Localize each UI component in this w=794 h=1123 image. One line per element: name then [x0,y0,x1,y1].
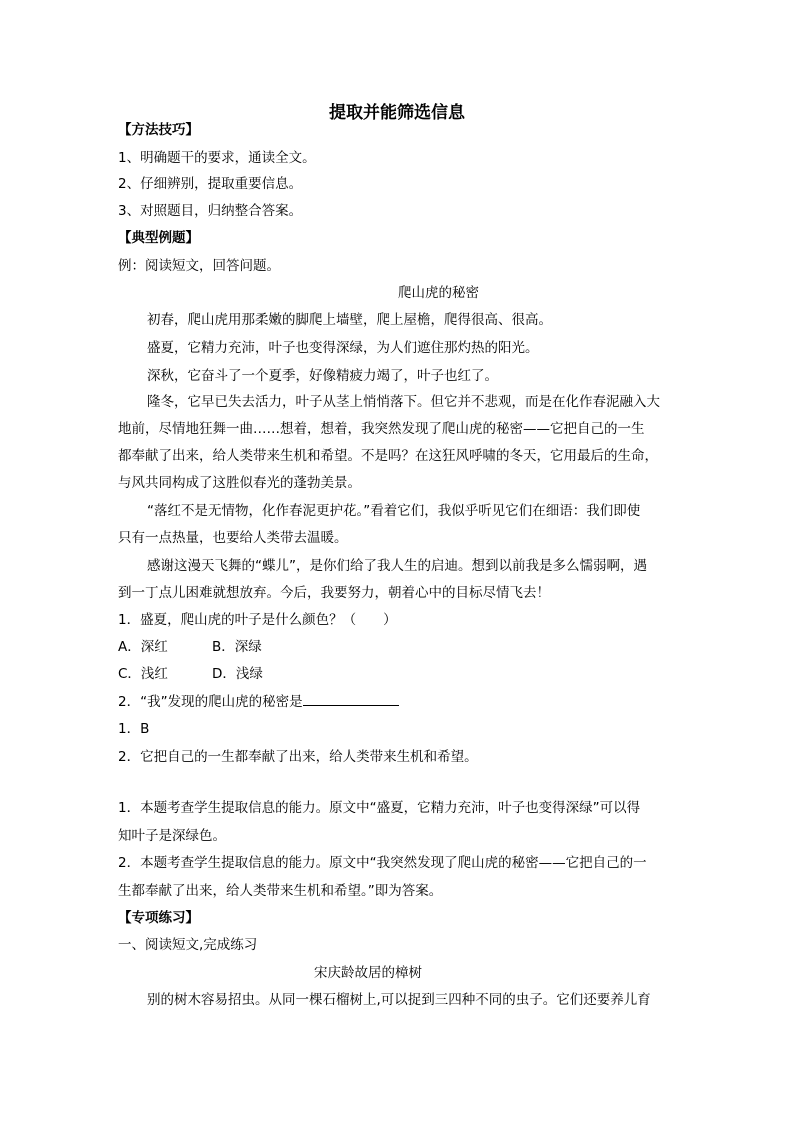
practice-paragraph: 别的树木容易招虫。从同一棵石榴树上,可以捉到三四种不同的虫子。它们还要养儿育 [147,992,651,1008]
article-paragraph: 感谢这漫天飞舞的“蝶儿”，是你们给了我人生的启迪。想到以前我是多么懦弱啊，遇 [147,558,647,574]
answer-1: 1．B [118,721,150,737]
article-paragraph: 地前，尽情地狂舞一曲……想着，想着，我突然发现了爬山虎的秘密——它把自己的一生 [118,421,645,437]
explanation-line: 生都奉献了出来，给人类带来生机和希望。”即为答案。 [118,883,443,899]
practice-section-header: 【专项练习】 [118,910,199,926]
article-paragraph: 都奉献了出来，给人类带来生机和希望。不是吗？在这狂风呼啸的冬天，它用最后的生命， [118,448,658,464]
method-item: 1、明确题干的要求，通读全文。 [118,150,316,166]
article-title: 爬山虎的秘密 [398,285,479,301]
document-title: 提取并能筛选信息 [329,103,465,123]
method-item: 3、对照题目，归纳整合答案。 [118,203,303,219]
article-paragraph: 与风共同构成了这胜似春光的蓬勃美景。 [118,475,361,491]
article-paragraph: 深秋，它奋斗了一个夏季，好像精疲力竭了，叶子也红了。 [147,368,498,384]
article-paragraph: 只有一点热量，也要给人类带去温暖。 [118,530,348,546]
article-paragraph: “落红不是无情物，化作春泥更护花。”看着它们，我似乎听见它们在细语：我们即使 [147,503,641,519]
answer-blank [303,692,399,706]
explanation-line: 2．本题考查学生提取信息的能力。原文中“我突然发现了爬山虎的秘密——它把自己的一 [118,855,647,871]
practice-article-title: 宋庆龄故居的樟树 [314,965,422,981]
explanation-line: 知叶子是深绿色。 [118,828,226,844]
article-paragraph: 隆冬，它早已失去活力，叶子从茎上悄悄落下。但它并不悲观，而是在化作春泥融入大 [147,394,660,410]
option-c: C．浅红 [118,666,168,682]
article-paragraph: 到一丁点儿困难就想放弃。今后，我要努力，朝着心中的目标尽情飞去！ [118,585,550,601]
option-d: D．浅绿 [212,666,263,682]
example-prompt: 例：阅读短文，回答问题。 [118,258,280,274]
question-2 [118,692,399,711]
method-section-header: 【方法技巧】 [118,122,199,138]
explanation-line: 1．本题考查学生提取信息的能力。原文中“盛夏，它精力充沛，叶子也变得深绿”可以得 [118,800,641,816]
question-1: 1．盛夏，爬山虎的叶子是什么颜色？（ ） [118,612,397,628]
option-a: A．深红 [118,639,168,655]
article-paragraph: 初春，爬山虎用那柔嫩的脚爬上墙壁，爬上屋檐，爬得很高、很高。 [147,312,552,328]
option-b: B．深绿 [212,639,262,655]
example-section-header: 【典型例题】 [118,230,199,246]
practice-prompt: 一、阅读短文,完成练习 [118,937,258,953]
method-item: 2、仔细辨别，提取重要信息。 [118,176,303,192]
answer-2: 2．它把自己的一生都奉献了出来，给人类带来生机和希望。 [118,749,478,765]
article-paragraph: 盛夏，它精力充沛，叶子也变得深绿，为人们遮住那灼热的阳光。 [147,340,539,356]
question-2-text: 2．“我”发现的爬山虎的秘密是 [118,694,303,710]
